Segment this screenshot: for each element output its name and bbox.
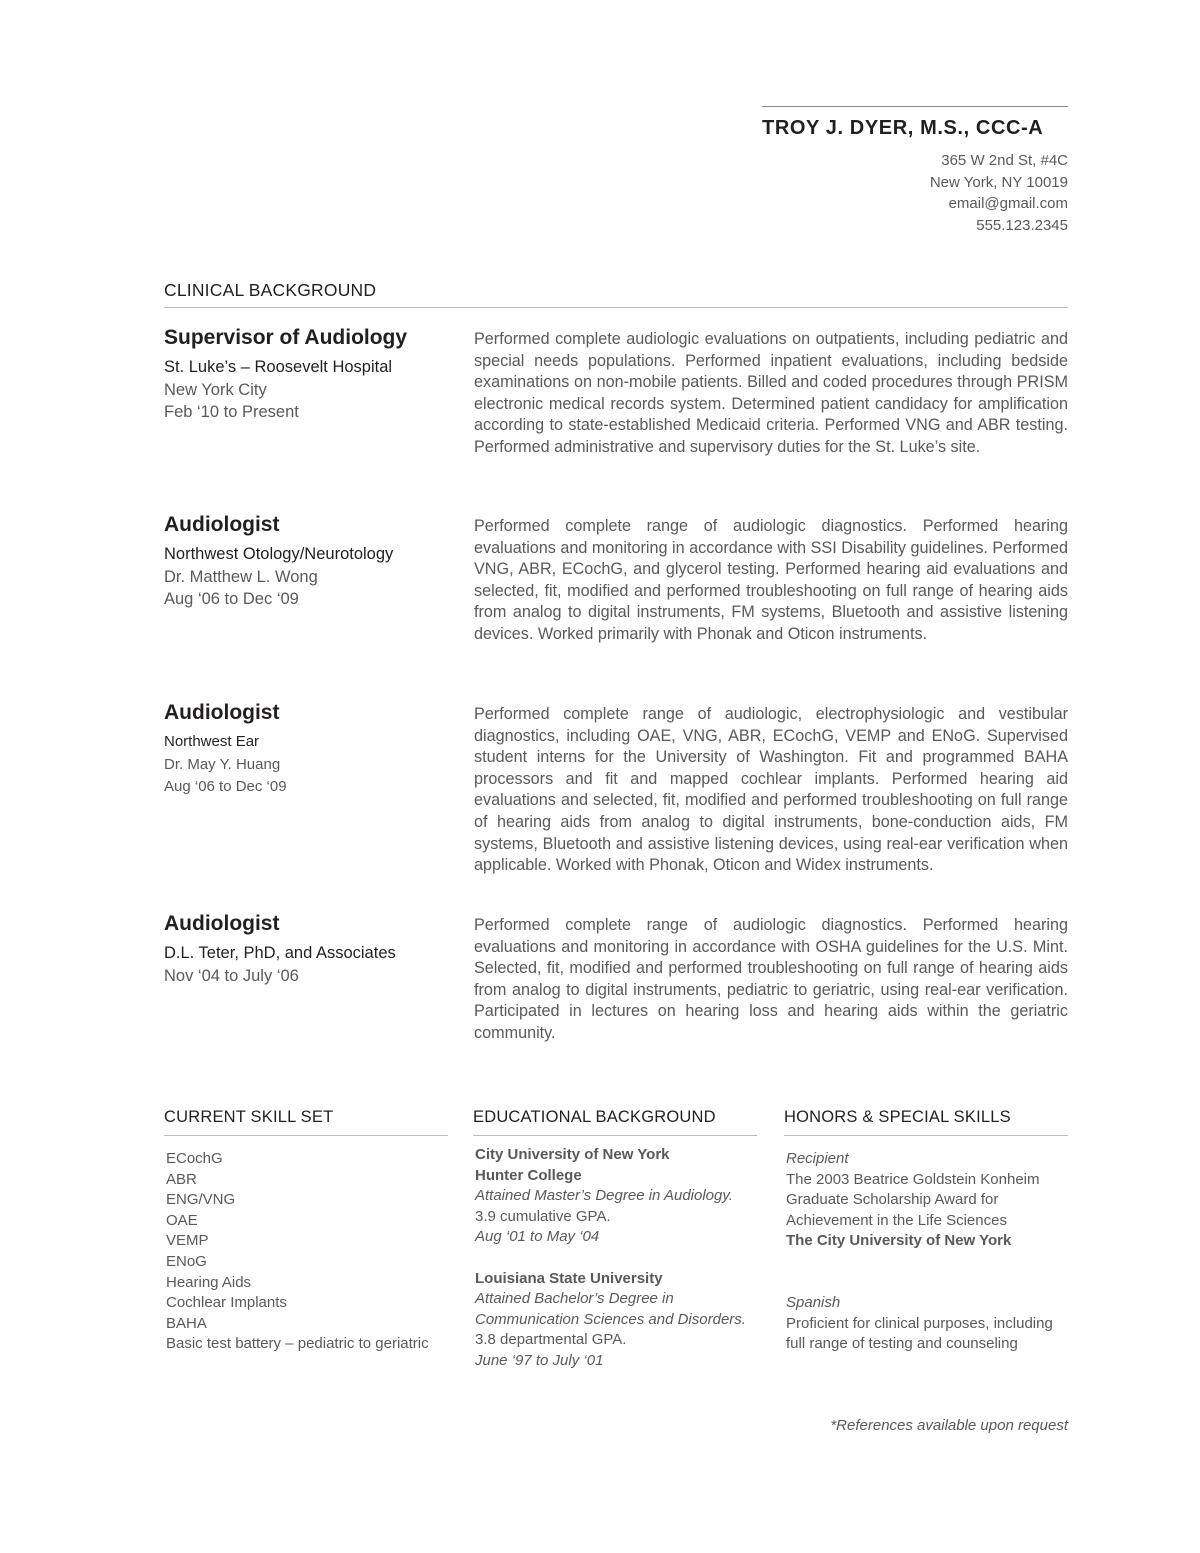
skills-heading: CURRENT SKILL SET: [164, 1108, 448, 1136]
job-title: Audiologist: [164, 513, 280, 536]
skill-item: Basic test battery – pediatric to geriatric: [166, 1335, 429, 1353]
job-description: Performed complete range of audiologic, electrophysiologic and vestibular diagnostics, including OAE, VNG, ABR, ECochG, VEMP and ENoG. Supervised student interns for the University of Washington. Fit and programmed BAHA processors and fit and mapped cochlear implants. Performed hearing aid evaluations and selected, fit, modified and performed troubleshooting on full range of hearing aids from analog to digital instruments, bone-conduction aids, FM systems, Bluetooth and assistive listening devices, using real-ear verification when applicable. Worked with Phonak, Oticon and Widex instruments.: [474, 705, 1068, 875]
address-line-1: 365 W 2nd St, #4C: [941, 152, 1068, 169]
header-divider: [762, 106, 1068, 107]
job-organization: D.L. Teter, PhD, and Associates: [164, 944, 396, 962]
education-section: [473, 1108, 757, 1372]
language-label: Spanish: [786, 1293, 841, 1311]
job-organization: Northwest Otology/Neurotology: [164, 545, 394, 563]
job-location: New York City: [164, 380, 267, 399]
job-organization: Northwest Ear: [164, 733, 260, 750]
phone: 555.123.2345: [976, 216, 1068, 234]
skill-item: OAE: [166, 1211, 198, 1229]
education-dates: June ‘97 to July ‘01: [475, 1351, 604, 1369]
job-title: Audiologist: [164, 912, 280, 935]
honors-section: [784, 1108, 1068, 1355]
language-text: full range of testing and counseling: [786, 1335, 1018, 1353]
email: email@gmail.com: [948, 195, 1068, 212]
education-school: Louisiana State University: [475, 1269, 663, 1287]
job-supervisor: Dr. May Y. Huang: [164, 755, 281, 773]
education-gpa: 3.8 departmental GPA.: [475, 1331, 627, 1349]
skills-section: [164, 1108, 448, 1355]
job-title: Audiologist: [164, 701, 280, 724]
skill-item: Hearing Aids: [166, 1273, 252, 1291]
job-description: Performed complete audiologic evaluations on outpatients, including pediatric and special needs populations. Performed inpatient evaluations, including bedside examinations on non-mobile patients. Billed and coded procedures through PRISM electronic medical records system. Determined patient candidacy for amplification according to state-established Medicaid criteria. Performed VNG and ABR testing. Performed administrative and supervisory duties for the St. Luke’s site.: [474, 330, 1068, 456]
job-description: Performed complete range of audiologic diagnostics. Performed hearing evaluations and monitoring in accordance with OSHA guidelines for the U.S. Mint. Selected, fit, modified and performed troubleshooting on full range of hearing aids from analog to digital instruments, pediatric to geriatric, using real-ear verification. Participated in lectures on hearing loss and hearing aids within the geriatric community.: [474, 916, 1068, 1042]
job-dates: Aug ‘06 to Dec ‘09: [164, 590, 299, 608]
job-dates: Aug ‘06 to Dec ‘09: [164, 778, 287, 795]
skills-list: [164, 1149, 448, 1355]
clinical-background-heading: CLINICAL BACKGROUND: [164, 280, 1068, 308]
skill-item: BAHA: [166, 1314, 207, 1332]
job-description: Performed complete range of audiologic diagnostics. Performed hearing evaluations and monitoring in accordance with SSI Disability guidelines. Performed VNG, ABR, ECochG, and glycerol testing. Performed hearing aid evaluations and selected, fit, modified and performed troubleshooting on full range of hearing aids from analog to digital instruments, FM systems, Bluetooth and assistive listening devices. Worked primarily with Phonak and Oticon instruments.: [474, 517, 1068, 643]
education-degree: Attained Master’s Degree in Audiology.: [475, 1187, 733, 1205]
job-supervisor: Dr. Matthew L. Wong: [164, 567, 318, 586]
education-college: Hunter College: [475, 1166, 582, 1184]
award-text: Achievement in the Life Sciences: [786, 1211, 1007, 1229]
skill-item: ABR: [166, 1170, 197, 1188]
skill-item: ECochG: [166, 1150, 223, 1167]
award-label: Recipient: [786, 1150, 849, 1167]
award-text: Graduate Scholarship Award for: [786, 1191, 999, 1209]
job-dates: Nov ‘04 to July ‘06: [164, 966, 299, 985]
skill-item: VEMP: [166, 1232, 209, 1250]
education-dates: Aug ‘01 to May ‘04: [475, 1228, 600, 1246]
job-organization: St. Luke’s – Roosevelt Hospital: [164, 358, 393, 376]
education-heading: EDUCATIONAL BACKGROUND: [473, 1108, 757, 1136]
language-text: Proficient for clinical purposes, including: [786, 1314, 1053, 1332]
resume-header: [762, 106, 1068, 236]
references-footnote: *References available upon request: [830, 1417, 1068, 1434]
address-line-2: New York, NY 10019: [929, 173, 1068, 191]
education-gpa: 3.9 cumulative GPA.: [475, 1207, 611, 1225]
education-school: City University of New York: [475, 1146, 670, 1163]
skill-item: ENoG: [166, 1252, 207, 1270]
honors-heading: HONORS & SPECIAL SKILLS: [784, 1108, 1068, 1136]
skill-item: ENG/VNG: [166, 1191, 236, 1209]
award-institution: The City University of New York: [786, 1232, 1012, 1250]
job-title: Supervisor of Audiology: [164, 326, 408, 349]
honors-list: [784, 1149, 1068, 1355]
job-dates: Feb ‘10 to Present: [164, 403, 299, 421]
education-degree-cont: Communication Sciences and Disorders.: [475, 1310, 746, 1328]
skill-item: Cochlear Implants: [166, 1294, 287, 1312]
award-text: The 2003 Beatrice Goldstein Konheim: [786, 1170, 1040, 1188]
candidate-name: TROY J. DYER, M.S., CCC-A: [762, 117, 1044, 139]
education-list: [473, 1145, 757, 1372]
education-degree: Attained Bachelor’s Degree in: [475, 1290, 674, 1308]
